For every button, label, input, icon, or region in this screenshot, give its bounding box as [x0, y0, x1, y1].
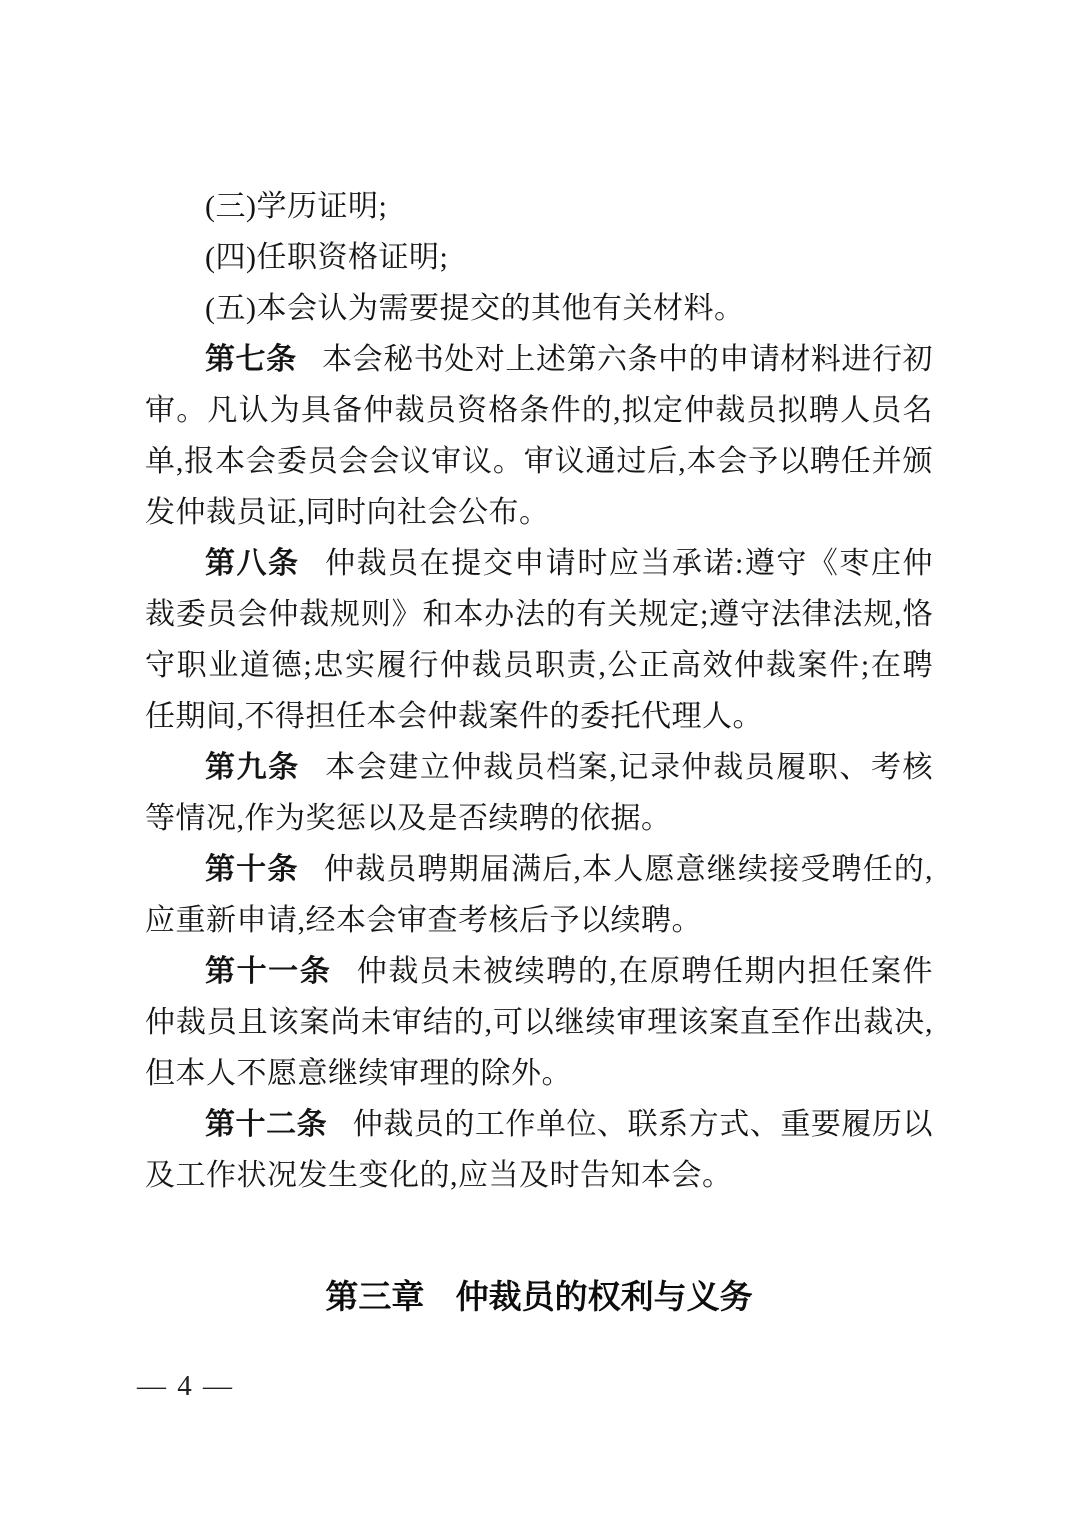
article-12 — [145, 1099, 933, 1201]
chapter-title: 仲裁员的权利与义务 — [455, 1278, 753, 1315]
article-9-number: 第九条 — [205, 751, 300, 784]
article-7-number: 第七条 — [205, 343, 297, 376]
article-8 — [145, 538, 933, 742]
document-body — [145, 181, 933, 1321]
chapter-heading — [145, 1273, 933, 1321]
article-12-number: 第十二条 — [205, 1108, 328, 1141]
article-10-text: 仲裁员聘期届满后,本人愿意继续接受聘任的,应重新申请,经本会审查考核后予以续聘。 — [145, 853, 934, 937]
article-11 — [145, 946, 933, 1099]
article-11-number: 第十一条 — [205, 955, 332, 988]
chapter-number: 第三章 — [325, 1278, 425, 1315]
article-9 — [145, 742, 933, 844]
article-7 — [145, 334, 933, 538]
article-12-text: 仲裁员的工作单位、联系方式、重要履历以及工作状况发生变化的,应当及时告知本会。 — [145, 1108, 934, 1192]
list-item-3: (三)学历证明; — [205, 190, 388, 223]
page-number: — 4 — — [137, 1370, 234, 1402]
article-10 — [145, 844, 933, 946]
article-9-text: 本会建立仲裁员档案,记录仲裁员履职、考核等情况,作为奖惩以及是否续聘的依据。 — [145, 751, 934, 835]
list-item-4: (四)任职资格证明; — [205, 241, 449, 274]
article-7-text: 本会秘书处对上述第六条中的申请材料进行初审。凡认为具备仲裁员资格条件的,拟定仲裁员拟聘人员名单,报本会委员会会议审议。审议通过后,本会予以聘任并颁发仲裁员证,同时向社会公布。 — [145, 343, 934, 529]
article-8-text: 仲裁员在提交申请时应当承诺:遵守《枣庄仲裁委员会仲裁规则》和本办法的有关规定;遵守法律法规,恪守职业道德;忠实履行仲裁员职责,公正高效仲裁案件;在聘任期间,不得担任本会仲裁案件的委托代理人。 — [145, 547, 933, 733]
article-11-text: 仲裁员未被续聘的,在原聘任期内担任案件仲裁员且该案尚未审结的,可以继续审理该案直至作出裁决,但本人不愿意继续审理的除外。 — [145, 955, 934, 1090]
list-item-5: (五)本会认为需要提交的其他有关材料。 — [205, 292, 745, 325]
article-10-number: 第十条 — [205, 853, 299, 886]
article-8-number: 第八条 — [205, 547, 300, 580]
